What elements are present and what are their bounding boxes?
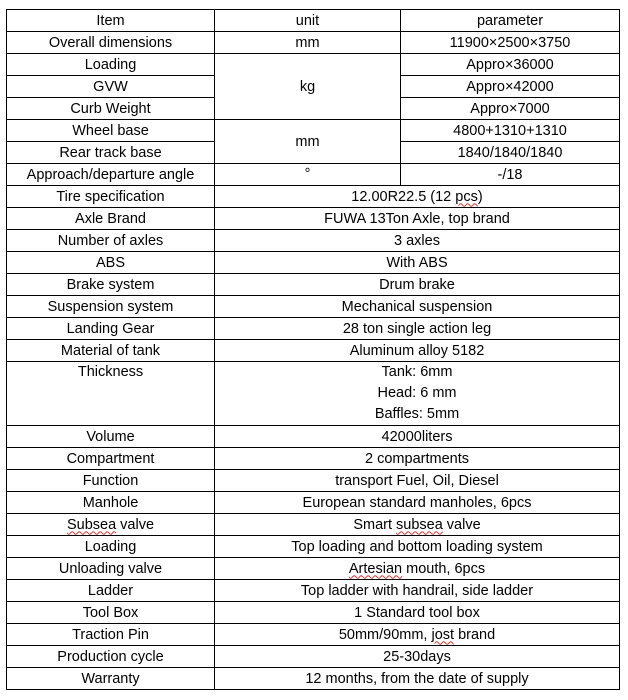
table-row	[7, 448, 620, 470]
spellcheck-mark: Artesian	[348, 560, 403, 577]
row-item: Traction Pin	[7, 624, 215, 646]
row-item	[7, 514, 215, 536]
table-row	[7, 340, 620, 362]
row-item: Loading	[7, 54, 215, 76]
header-parameter: parameter	[401, 10, 620, 32]
header-item: Item	[7, 10, 215, 32]
row-value: 3 axles	[215, 230, 620, 252]
value-text: 12.00R22.5 (12	[351, 188, 456, 205]
row-item: Unloading valve	[7, 558, 215, 580]
row-item: Thickness	[7, 362, 215, 426]
row-item: Production cycle	[7, 646, 215, 668]
row-value: 1 Standard tool box	[215, 602, 620, 624]
table-row	[7, 514, 620, 536]
row-item: Material of tank	[7, 340, 215, 362]
row-item: Volume	[7, 426, 215, 448]
row-item: Approach/departure angle	[7, 164, 215, 186]
row-unit: mm	[215, 120, 401, 164]
table-row	[7, 208, 620, 230]
row-value: transport Fuel, Oil, Diesel	[215, 470, 620, 492]
row-item: Curb Weight	[7, 98, 215, 120]
row-value: 4800+1310+1310	[401, 120, 620, 142]
row-item: Landing Gear	[7, 318, 215, 340]
row-unit: °	[215, 164, 401, 186]
row-value: 2 compartments	[215, 448, 620, 470]
row-item: Suspension system	[7, 296, 215, 318]
specification-table	[6, 9, 620, 690]
table-row	[7, 646, 620, 668]
row-value: FUWA 13Ton Axle, top brand	[215, 208, 620, 230]
row-item: Overall dimensions	[7, 32, 215, 54]
spellcheck-mark: Subsea	[66, 516, 117, 533]
table-row	[7, 164, 620, 186]
table-row	[7, 252, 620, 274]
row-item: Rear track base	[7, 142, 215, 164]
value-text: brand	[454, 626, 496, 643]
table-row	[7, 536, 620, 558]
row-value: Mechanical suspension	[215, 296, 620, 318]
row-value	[215, 362, 620, 426]
table-row	[7, 120, 620, 142]
table-row	[7, 32, 620, 54]
row-value	[215, 624, 620, 646]
table-row	[7, 230, 620, 252]
row-value: European standard manholes, 6pcs	[215, 492, 620, 514]
row-value	[215, 558, 620, 580]
table-row	[7, 470, 620, 492]
value-text: valve	[442, 516, 481, 533]
row-value: Top loading and bottom loading system	[215, 536, 620, 558]
row-unit: kg	[215, 54, 401, 120]
row-value: 1840/1840/1840	[401, 142, 620, 164]
table-row	[7, 558, 620, 580]
row-value: -/18	[401, 164, 620, 186]
header-unit: unit	[215, 10, 401, 32]
row-value: Aluminum alloy 5182	[215, 340, 620, 362]
row-value: 42000liters	[215, 426, 620, 448]
table-row	[7, 362, 620, 426]
row-value: Top ladder with handrail, side ladder	[215, 580, 620, 602]
row-item: ABS	[7, 252, 215, 274]
row-value: Appro×36000	[401, 54, 620, 76]
spellcheck-mark: subsea	[396, 516, 443, 533]
row-item: Compartment	[7, 448, 215, 470]
spellcheck-mark: jost	[431, 626, 455, 643]
row-value	[215, 186, 620, 208]
table-row	[7, 318, 620, 340]
row-item: Brake system	[7, 274, 215, 296]
table-row	[7, 580, 620, 602]
row-value: 25-30days	[215, 646, 620, 668]
row-item: Number of axles	[7, 230, 215, 252]
thickness-tank: Tank: 6mm	[381, 364, 453, 380]
row-value: 28 ton single action leg	[215, 318, 620, 340]
row-item: Ladder	[7, 580, 215, 602]
row-item: Function	[7, 470, 215, 492]
table-row	[7, 296, 620, 318]
row-item: Tire specification	[7, 186, 215, 208]
table-row	[7, 624, 620, 646]
row-unit: mm	[215, 32, 401, 54]
table-row	[7, 426, 620, 448]
value-text: 50mm/90mm,	[338, 626, 432, 643]
thickness-head: Head: 6 mm	[377, 385, 457, 401]
table-row	[7, 668, 620, 690]
row-item: Loading	[7, 536, 215, 558]
table-row	[7, 54, 620, 76]
row-item: Manhole	[7, 492, 215, 514]
table-row	[7, 492, 620, 514]
thickness-baffles: Baffles: 5mm	[374, 406, 460, 422]
row-item: GVW	[7, 76, 215, 98]
value-text: Smart	[353, 516, 397, 533]
table-row	[7, 274, 620, 296]
row-value	[215, 514, 620, 536]
row-value: 11900×2500×3750	[401, 32, 620, 54]
row-value: With ABS	[215, 252, 620, 274]
value-text: mouth, 6pcs	[402, 560, 486, 577]
row-item: Tool Box	[7, 602, 215, 624]
row-value: Drum brake	[215, 274, 620, 296]
row-item: Axle Brand	[7, 208, 215, 230]
item-text: valve	[116, 516, 155, 533]
row-value: Appro×7000	[401, 98, 620, 120]
row-value: 12 months, from the date of supply	[215, 668, 620, 690]
spellcheck-mark: pcs	[455, 188, 478, 205]
table-row	[7, 602, 620, 624]
row-value: Appro×42000	[401, 76, 620, 98]
row-item: Warranty	[7, 668, 215, 690]
table-row	[7, 186, 620, 208]
table-header-row	[7, 10, 620, 32]
row-item: Wheel base	[7, 120, 215, 142]
value-text: )	[477, 188, 483, 205]
